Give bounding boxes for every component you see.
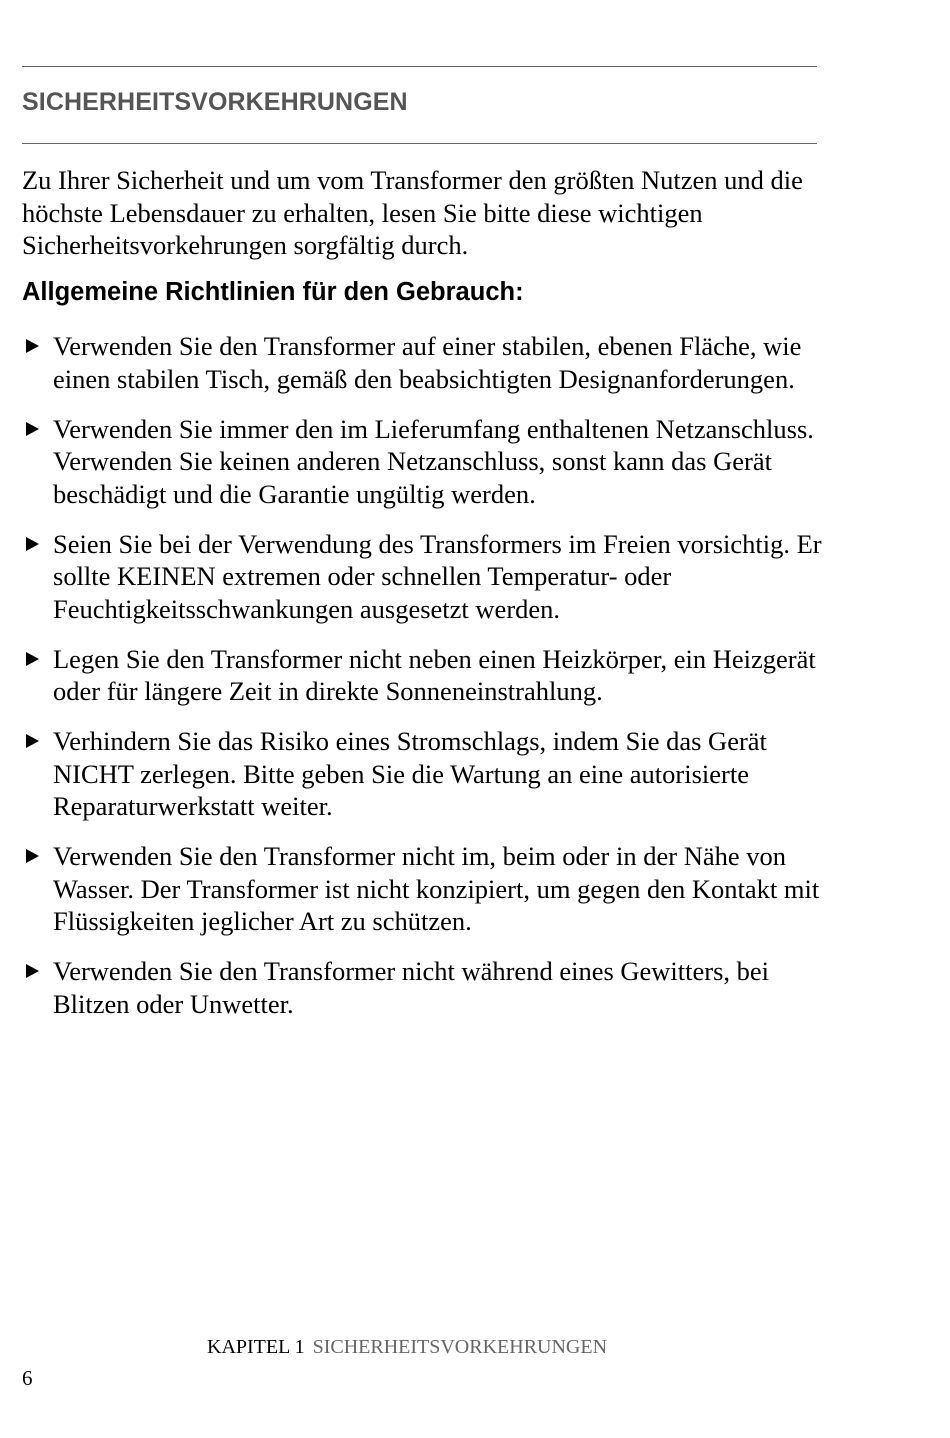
list-item — [22, 840, 837, 938]
guidelines-list — [22, 330, 837, 1038]
top-rule — [22, 66, 817, 67]
list-item-text: Verhindern Sie das Risiko eines Stromschlags, indem Sie das Gerät NICHT zerlegen. Bitte geben Sie die Wartung an eine autorisierte Reparaturwerkstatt weiter. — [53, 726, 767, 821]
triangle-right-icon — [26, 339, 39, 353]
list-item — [22, 413, 837, 511]
section-subheading: Allgemeine Richtlinien für den Gebrauch: — [22, 278, 524, 306]
list-item-text: Verwenden Sie den Transformer auf einer stabilen, ebenen Fläche, wie einen stabilen Tisch, gemäß den beabsichtigten Designanforderungen. — [53, 331, 802, 394]
triangle-right-icon — [26, 537, 39, 551]
triangle-right-icon — [26, 849, 39, 863]
list-item — [22, 330, 837, 395]
triangle-right-icon — [26, 964, 39, 978]
list-item-text: Legen Sie den Transformer nicht neben einen Heizkörper, ein Heizgerät oder für längere Zeit in direkte Sonneneinstrahlung. — [53, 643, 816, 706]
running-footer — [207, 1336, 607, 1359]
page-number: 6 — [22, 1366, 33, 1390]
list-item — [22, 528, 837, 626]
list-item-text: Seien Sie bei der Verwendung des Transformers im Freien vorsichtig. Er sollte KEINEN extremen oder schnellen Temperatur- oder Feuchtigkeitsschwankungen ausgesetzt werden. — [53, 528, 822, 624]
triangle-right-icon — [26, 652, 39, 666]
list-item-text: Verwenden Sie den Transformer nicht während eines Gewitters, bei Blitzen oder Unwetter. — [53, 956, 770, 1019]
list-item-text: Verwenden Sie den Transformer nicht im, beim oder in der Nähe von Wasser. Der Transformer ist nicht konzipiert, um gegen den Kontakt mit Flüssigkeiten jeglicher Art zu schützen. — [53, 841, 820, 936]
list-item — [22, 955, 837, 1020]
triangle-right-icon — [26, 422, 39, 436]
triangle-right-icon — [26, 734, 39, 748]
list-item — [22, 725, 837, 823]
page-title: SICHERHEITSVORKEHRUNGEN — [22, 88, 408, 116]
list-item — [22, 643, 837, 708]
list-item-text: Verwenden Sie immer den im Lieferumfang enthaltenen Netzanschluss. Verwenden Sie keinen anderen Netzanschluss, sonst kann das Gerät beschädigt und die Garantie ungültig werden. — [53, 413, 814, 509]
title-rule — [22, 143, 817, 144]
footer-chapter: KAPITEL 1 — [207, 1336, 305, 1358]
footer-section: SICHERHEITSVORKEHRUNGEN — [312, 1336, 608, 1358]
intro-paragraph: Zu Ihrer Sicherheit und um vom Transformer den größten Nutzen und die höchste Lebensdauer zu erhalten, lesen Sie bitte diese wichtigen Sicherheitsvorkehrungen sorgfältig durch. — [22, 165, 803, 260]
